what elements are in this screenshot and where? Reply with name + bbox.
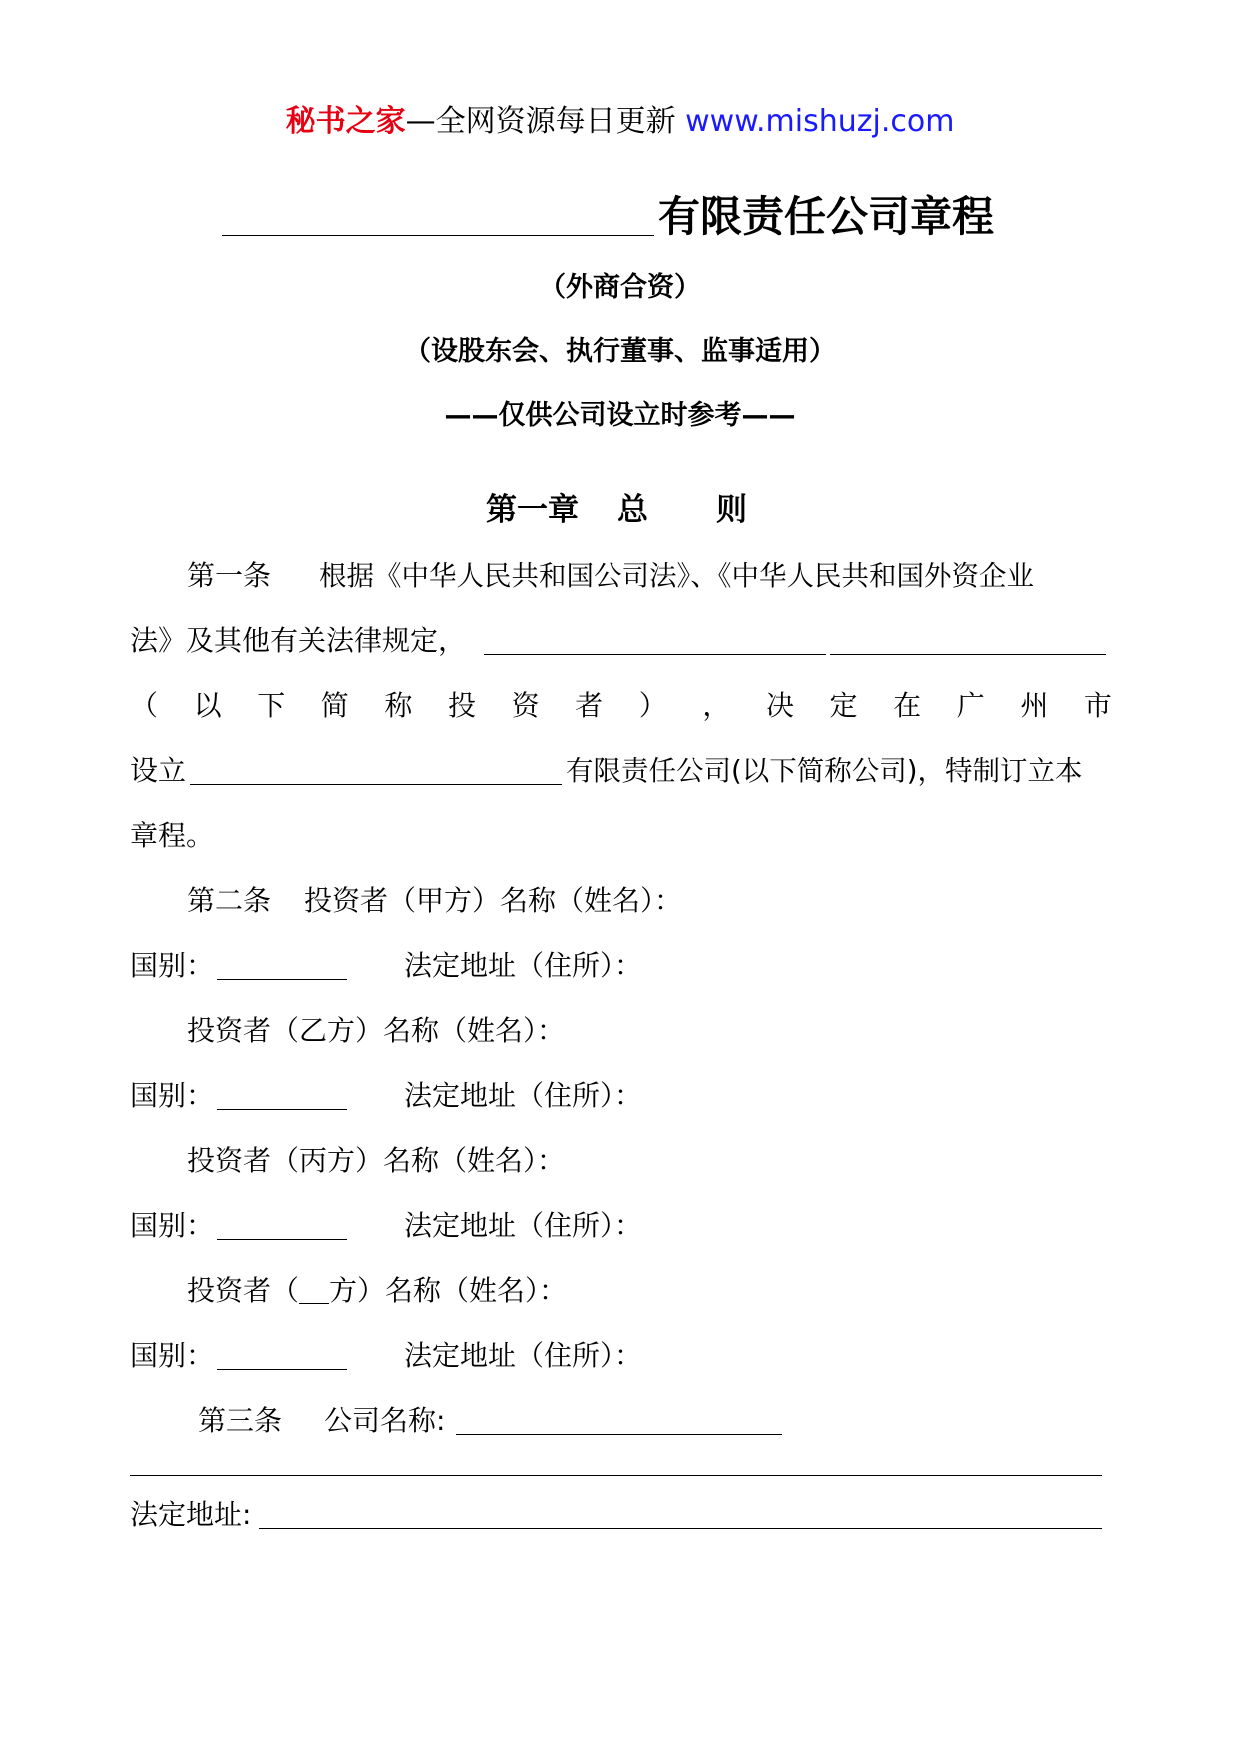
address-label-d: 法定地址（住所）： [404, 1339, 643, 1372]
company-name-blank[interactable] [190, 784, 562, 785]
address-label-b: 法定地址（住所）： [404, 1079, 643, 1112]
document-subtitle-3: ——仅供公司设立时参考—— [444, 400, 796, 431]
chapter-heading-word-1: 总 [617, 492, 648, 528]
article1-line4-suffix: 有限责任公司(以下简称公司)，特制订立本 [566, 755, 1083, 787]
header-url[interactable]: www.mishuzj.com [685, 104, 955, 139]
nationality-label-b: 国别： [130, 1079, 215, 1112]
legal-address-field[interactable] [259, 1528, 1102, 1529]
article1-line1: 根据《中华人民共和国公司法》、《中华人民共和国外资企业 [319, 560, 1034, 592]
investor-d-party-blank[interactable] [299, 1277, 329, 1304]
title-company-blank[interactable] [222, 235, 654, 236]
company-name-continuation-line[interactable] [130, 1475, 1102, 1476]
article3-label: 第三条 [198, 1404, 283, 1437]
header-banner [0, 104, 1240, 140]
address-label-a: 法定地址（住所）： [404, 949, 643, 982]
article1-line4-prefix: 设立 [130, 754, 187, 787]
article1-line3-char: 称 [384, 689, 413, 722]
article1-line3-char: 广 [956, 689, 985, 722]
nationality-blank-b[interactable] [217, 1109, 347, 1110]
company-name-field[interactable] [456, 1434, 782, 1435]
document-title: 有限责任公司章程 [658, 192, 995, 241]
chapter-heading-word-2: 则 [716, 492, 747, 528]
article1-line3-char: 资 [511, 689, 540, 722]
nationality-blank-c[interactable] [217, 1239, 347, 1240]
nationality-blank-a[interactable] [217, 979, 347, 980]
nationality-label-c: 国别： [130, 1209, 215, 1242]
article1-line3-char: 州 [1020, 689, 1049, 722]
document-subtitle-1: （外商合资） [539, 272, 701, 303]
document-subtitle-2: （设股东会、执行董事、监事适用） [404, 336, 836, 367]
nationality-label-a: 国别： [130, 949, 215, 982]
investor-c-name-label: 投资者（丙方）名称（姓名）： [187, 1144, 566, 1177]
address-label-c: 法定地址（住所）： [404, 1209, 643, 1242]
article1-line3-char: 下 [257, 689, 286, 722]
article1-line5: 章程。 [130, 819, 215, 852]
legal-address-label: 法定地址: [130, 1498, 252, 1531]
company-name-label: 公司名称: [324, 1404, 446, 1437]
investor-b-name-label: 投资者（乙方）名称（姓名）： [187, 1014, 566, 1047]
header-slogan: —全网资源每日更新 [405, 104, 676, 139]
article1-line3-char: 定 [829, 689, 858, 722]
chapter-heading [486, 492, 747, 528]
article1-line3-char: ） [638, 689, 667, 722]
investor-d-prefix: 投资者（ [187, 1274, 300, 1307]
article1-line3-char: 简 [320, 689, 349, 722]
article1-line2: 法》及其他有关法律规定， [130, 624, 467, 657]
article1-line3-char: 市 [1083, 689, 1112, 722]
article1-line3-char: 决 [765, 689, 794, 722]
article1-line3-char: 以 [193, 689, 222, 722]
article1-line3 [130, 688, 1112, 724]
article1-label: 第一条 [187, 559, 272, 592]
article1-line3-char: （ [130, 689, 159, 722]
article2-label: 第二条 [187, 884, 272, 917]
article1-line3-char: 在 [893, 689, 922, 722]
investor-d-suffix: 方）名称（姓名）： [329, 1274, 568, 1307]
article1-line3-char: 者 [575, 689, 604, 722]
nationality-label-d: 国别： [130, 1339, 215, 1372]
article1-line3-char: 投 [447, 689, 476, 722]
investor-name-blank-2[interactable] [830, 654, 1106, 655]
article1-line3-char: ， [702, 689, 731, 722]
nationality-blank-d[interactable] [217, 1369, 347, 1370]
chapter-heading-number: 第一章 [486, 492, 579, 528]
investor-name-blank-1[interactable] [484, 654, 826, 655]
investor-a-name-label: 投资者（甲方）名称（姓名）： [304, 884, 683, 917]
header-brand: 秘书之家 [285, 104, 406, 139]
investor-d-name-label [187, 1273, 567, 1309]
